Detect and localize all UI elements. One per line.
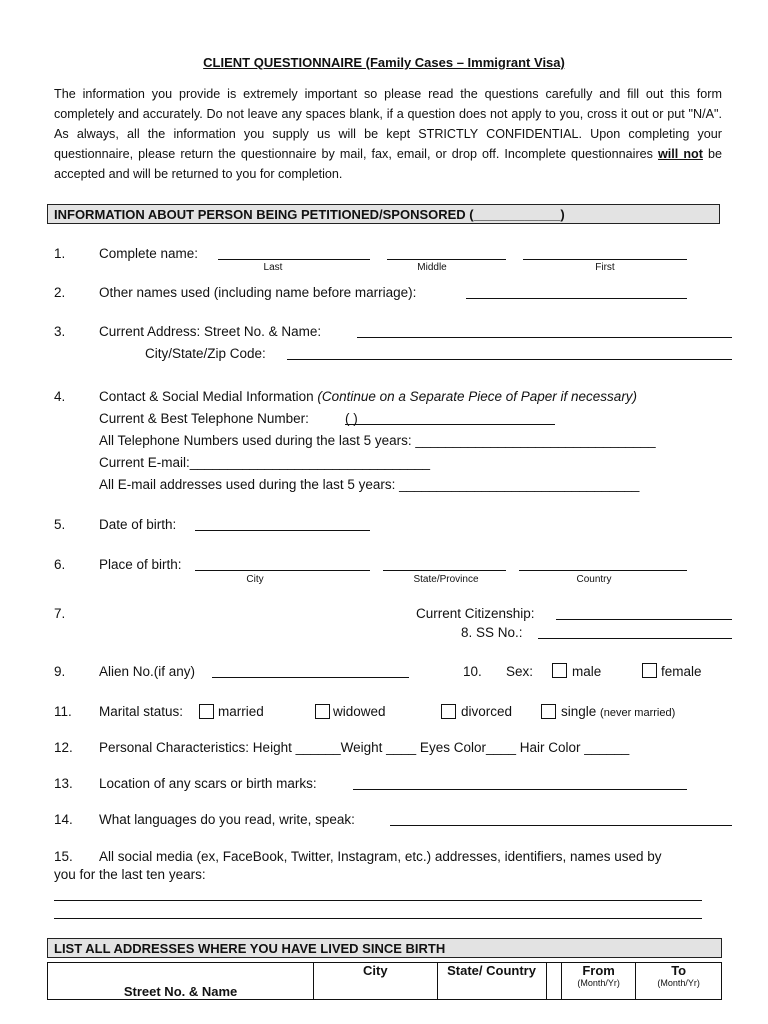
birth-state-field[interactable]: [383, 570, 506, 571]
intro-emphasis: will not: [658, 147, 703, 161]
q4-note: (Continue on a Separate Piece of Paper if necessary): [317, 389, 638, 404]
birth-country-field[interactable]: [519, 570, 687, 571]
q4-all-phones[interactable]: All Telephone Numbers used during the last 5 years: ________________________________: [99, 433, 656, 448]
street-address-field[interactable]: [357, 337, 732, 338]
intro-paragraph: The information you provide is extremely important so please read the questions carefully and fill out this form completely and accurately. Do not leave any spaces blank, if a question does not apply to you, cross it out or put "N/A". As always, all the information you supply us will be kept STRICTLY CONFIDENTIAL. Upon completing your questionnaire, please return the questionnaire by mail, fax, email, or drop off. Incomplete questionnaires will not be accepted and will be returned to you for completion.: [54, 87, 723, 181]
sex-female-checkbox[interactable]: [642, 663, 657, 678]
q1-number: 1.: [54, 246, 66, 261]
q4-number: 4.: [54, 389, 66, 404]
q3-number: 3.: [54, 324, 66, 339]
last-name-field[interactable]: [218, 259, 370, 260]
scars-field[interactable]: [353, 789, 687, 790]
marital-widowed-label: widowed: [333, 704, 386, 719]
form-title: CLIENT QUESTIONNAIRE (Family Cases – Immigrant Visa): [203, 55, 565, 70]
marital-single-checkbox[interactable]: [541, 704, 556, 719]
q15-label: All social media (ex, FaceBook, Twitter, Instagram, etc.) addresses, identifiers, names used by: [99, 849, 662, 864]
q4-label: Contact & Social Medial Information (Continue on a Separate Piece of Paper if necessary): [99, 389, 638, 404]
col-header-state: State/ Country: [437, 963, 546, 1000]
q2-number: 2.: [54, 285, 66, 300]
sub-country: Country: [576, 574, 612, 585]
q5-label: Date of birth:: [99, 517, 177, 532]
sub-city: City: [246, 574, 264, 585]
sub-state: State/Province: [413, 574, 479, 585]
social-media-line-2[interactable]: [54, 918, 702, 919]
sub-middle: Middle: [417, 262, 447, 273]
section-header-addresses: LIST ALL ADDRESSES WHERE YOU HAVE LIVED SINCE BIRTH: [47, 938, 722, 958]
q9-label: Alien No.(if any): [99, 664, 196, 679]
from-month-note: (Month/Yr): [577, 978, 620, 988]
sex-male-label: male: [572, 664, 602, 679]
q10-number: 10.: [463, 664, 482, 679]
alien-number-field[interactable]: [212, 677, 409, 678]
q8-label: 8. SS No.:: [461, 625, 523, 640]
q3-label: Current Address: Street No. & Name:: [99, 324, 322, 339]
sex-female-label: female: [661, 664, 702, 679]
col-header-street: Street No. & Name: [48, 963, 314, 1000]
sub-last: Last: [263, 262, 283, 273]
marital-widowed-checkbox[interactable]: [315, 704, 330, 719]
q14-number: 14.: [54, 812, 73, 827]
marital-married-label: married: [218, 704, 264, 719]
q4-all-emails[interactable]: All E-mail addresses used during the last 5 years: ________________________________: [99, 477, 640, 492]
q14-label: What languages do you read, write, speak:: [99, 812, 355, 827]
q11-number: 11.: [54, 704, 72, 719]
q3-label-city: City/State/Zip Code:: [145, 346, 266, 361]
q12-number: 12.: [54, 740, 73, 755]
social-media-line-1[interactable]: [54, 900, 702, 901]
q10-label: Sex:: [506, 664, 534, 679]
languages-field[interactable]: [390, 825, 732, 826]
q13-label: Location of any scars or birth marks:: [99, 776, 317, 791]
marital-divorced-checkbox[interactable]: [441, 704, 456, 719]
q4-email[interactable]: Current E-mail:________________________________: [99, 455, 431, 470]
q1-label: Complete name:: [99, 246, 199, 261]
q9-number: 9.: [54, 664, 66, 679]
q12-label[interactable]: Personal Characteristics: Height ______Weight ____ Eyes Color____ Hair Color ______: [99, 740, 630, 755]
col-spacer: [546, 963, 561, 1000]
single-note: (never married): [600, 707, 676, 719]
q11-label: Marital status:: [99, 704, 184, 719]
marital-divorced-label: divorced: [461, 704, 513, 719]
marital-single-label: single (never married): [561, 704, 676, 719]
q5-number: 5.: [54, 517, 66, 532]
q7-label: Current Citizenship:: [416, 606, 535, 621]
q13-number: 13.: [54, 776, 73, 791]
middle-name-field[interactable]: [387, 259, 506, 260]
marital-married-checkbox[interactable]: [199, 704, 214, 719]
q7-number: 7.: [54, 606, 66, 621]
q6-label: Place of birth:: [99, 557, 182, 572]
sub-first: First: [595, 262, 615, 273]
first-name-field[interactable]: [523, 259, 687, 260]
dob-field[interactable]: [195, 530, 370, 531]
section-header-person: INFORMATION ABOUT PERSON BEING PETITIONED/SPONSORED (____________): [47, 204, 720, 224]
to-month-note: (Month/Yr): [657, 978, 700, 988]
sex-male-checkbox[interactable]: [552, 663, 567, 678]
q4-phone-label: Current & Best Telephone Number:: [99, 411, 309, 426]
q4-phone-paren: ( ): [345, 411, 358, 426]
addresses-table: [47, 962, 722, 1000]
ss-number-field[interactable]: [538, 638, 732, 639]
phone-field[interactable]: [345, 424, 555, 425]
citizenship-field[interactable]: [556, 619, 732, 620]
q2-label: Other names used (including name before marriage):: [99, 285, 417, 300]
col-header-from: From (Month/Yr): [561, 963, 635, 1000]
q6-number: 6.: [54, 557, 66, 572]
q15-number: 15.: [54, 849, 73, 864]
city-state-zip-field[interactable]: [287, 359, 732, 360]
other-names-field[interactable]: [466, 298, 687, 299]
col-header-to: To (Month/Yr): [636, 963, 722, 1000]
col-header-city: City: [314, 963, 437, 1000]
birth-city-field[interactable]: [195, 570, 370, 571]
q15-label-2: you for the last ten years:: [54, 867, 206, 882]
